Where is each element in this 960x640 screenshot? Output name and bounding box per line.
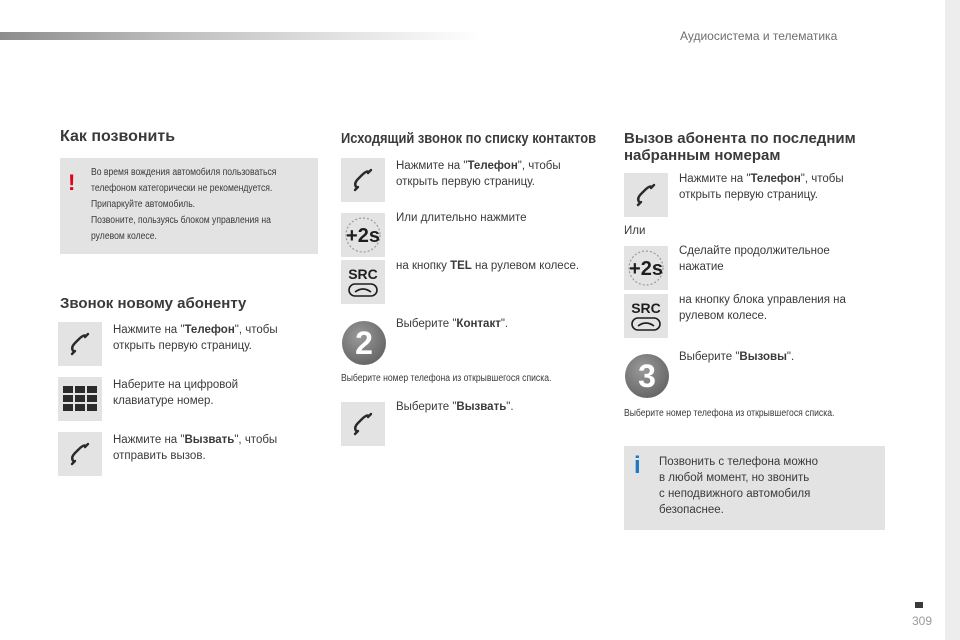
col1-subtitle: Звонок новому абоненту (60, 295, 247, 312)
warning-icon: ! (68, 170, 76, 195)
long-press-button[interactable] (624, 246, 668, 290)
col1-step3-text: Нажмите на "Вызвать", чтобы отправить вызов. (113, 434, 278, 462)
warning-line: Припаркуйте автомобиль. (91, 199, 196, 210)
keypad-button[interactable] (58, 377, 102, 421)
src-phone-icon (343, 264, 383, 300)
col2-step2-text: Или длительно нажмите (396, 212, 527, 224)
info-line: в любой момент, но звонить (659, 472, 810, 484)
info-line: безопаснее. (659, 504, 724, 516)
info-line: с неподвижного автомобиля (659, 488, 811, 500)
src-phone-icon (626, 298, 666, 334)
step-badge: 3 (625, 354, 669, 398)
col2-title: Исходящий звонок по списку контактов (341, 130, 597, 147)
phone-button[interactable] (341, 158, 385, 202)
phone-handset-icon (348, 409, 378, 439)
col3-title: Вызов абонента по последним набранным номерам (624, 130, 856, 164)
src-tel-button[interactable] (341, 260, 385, 304)
call-button[interactable] (58, 432, 102, 476)
svg-text:+2s: +2s (629, 258, 663, 280)
src-button[interactable] (624, 294, 668, 338)
page-number: 309 (912, 614, 933, 628)
col3-step3-text: на кнопку блока управления на рулевом колесе. (679, 294, 846, 322)
warning-line: Позвоните, пользуясь блоком управления на (91, 215, 271, 226)
col2-step4-text: Выберите "Контакт". (396, 318, 509, 330)
warning-box (60, 158, 318, 254)
phone-button[interactable] (58, 322, 102, 366)
keypad-icon (62, 385, 98, 413)
col2-note: Выберите номер телефона из открывшегося списка. (341, 373, 552, 384)
col3-or: Или (624, 225, 646, 237)
col2-step5-text: Выберите "Вызвать". (396, 401, 514, 413)
phone-handset-icon (631, 180, 661, 210)
col1-step1-text: Нажмите на "Телефон", чтобы открыть первую страницу. (113, 324, 278, 352)
warning-line: Во время вождения автомобиля пользоваться (91, 167, 277, 178)
col2-step1-text: Нажмите на "Телефон", чтобы открыть первую страницу. (396, 160, 561, 188)
warning-line: телефоном категорически не рекомендуется. (91, 183, 273, 194)
col3-step1-text: Нажмите на "Телефон", чтобы открыть первую страницу. (679, 173, 844, 201)
long-press-button[interactable] (341, 213, 385, 257)
info-line: Позвонить с телефона можно (659, 456, 819, 468)
phone-handset-icon (65, 329, 95, 359)
phone-handset-icon (348, 165, 378, 195)
header-title: Аудиосистема и телематика (680, 29, 838, 43)
svg-text:SRC: SRC (348, 266, 378, 282)
phone-button[interactable] (624, 173, 668, 217)
col3-step4-text: Выберите "Вызовы". (679, 351, 795, 363)
col2-step3-text: на кнопку TEL на рулевом колесе. (396, 260, 580, 272)
svg-text:SRC: SRC (631, 300, 661, 316)
col1-step2-text: Наберите на цифровой клавиатуре номер. (113, 379, 239, 407)
page-marker (915, 602, 923, 608)
call-button[interactable] (341, 402, 385, 446)
header-gradient-bar (0, 32, 480, 40)
phone-handset-icon (65, 439, 95, 469)
page-edge-strip (945, 0, 960, 640)
info-box (624, 446, 885, 530)
info-icon: i (634, 452, 641, 479)
long-press-icon (341, 213, 385, 257)
col3-note: Выберите номер телефона из открывшегося списка. (624, 408, 835, 419)
warning-line: рулевом колесе. (91, 231, 157, 242)
svg-text:+2s: +2s (346, 225, 380, 247)
step-badge: 2 (342, 321, 386, 365)
col1-title: Как позвонить (60, 128, 176, 145)
long-press-icon (624, 246, 668, 290)
col3-step2-text: Сделайте продолжительное нажатие (679, 245, 830, 273)
